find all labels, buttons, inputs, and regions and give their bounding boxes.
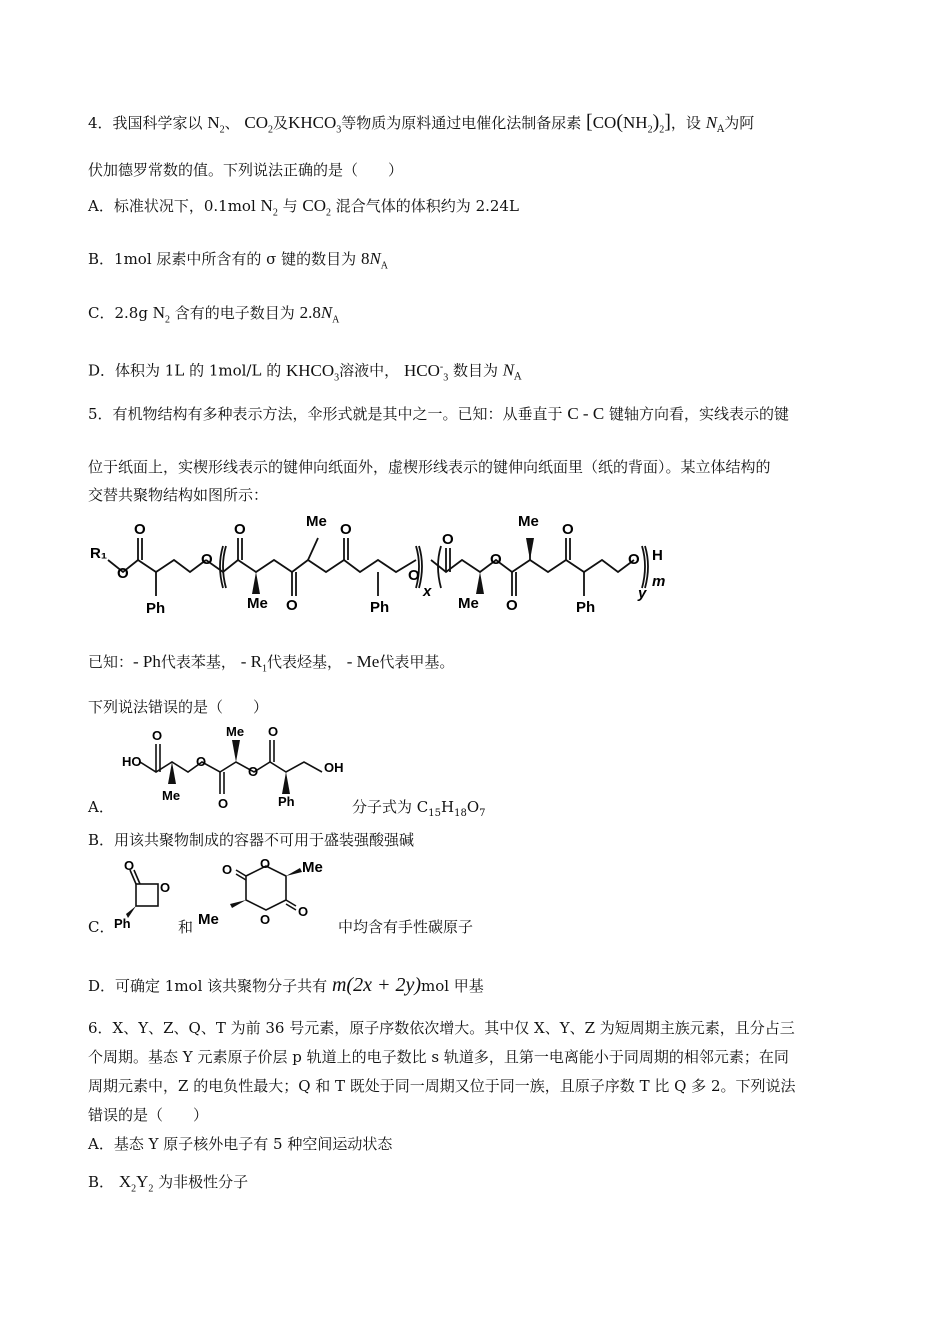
copolymer-structure: [86, 508, 696, 626]
formula-ph: - Ph: [133, 652, 161, 671]
q5-option-c-text: 中均含有手性碳原子: [338, 918, 474, 936]
y: Y: [136, 1172, 149, 1191]
formula-hco3: [403, 360, 449, 384]
sub: A: [332, 314, 340, 326]
formula-na: N: [502, 360, 515, 380]
formula-m: m: [331, 974, 347, 996]
sup: -: [439, 361, 444, 372]
o-label: O: [201, 551, 213, 568]
text: D．体积为 1L 的 1mol/L 的: [88, 361, 282, 380]
o-label: O: [298, 904, 309, 919]
q6-stem-line2: 个周期。基态 Y 元素原子价层 p 轨道上的电子数比 s 轨道多，且第一电离能小于同周期的相邻元素；在同: [88, 1048, 789, 1066]
o-label: O: [286, 597, 298, 614]
formula-8na: [360, 249, 389, 272]
o-label: O: [268, 724, 279, 739]
q4-stem-line2: 伏加德罗常数的值。下列说法正确的是（ ）: [88, 161, 404, 179]
q5-option-d: [88, 973, 484, 998]
o-label: O: [408, 567, 420, 584]
q5-ask: 下列说法错误的是（ ）: [88, 698, 269, 716]
text: 与: [282, 197, 298, 215]
q6-stem-line4: 错误的是（ ）: [88, 1106, 209, 1124]
text: D．可确定 1mol 该共聚物分子共有: [88, 977, 328, 995]
sub: 1: [261, 663, 267, 675]
o-label: O: [124, 860, 135, 873]
q5-option-b: B．用该共聚物制成的容器不可用于盛装强酸强碱: [88, 831, 415, 849]
sub: 2: [326, 207, 332, 219]
q4-option-c: [88, 303, 339, 330]
ph-label: Ph: [370, 599, 390, 616]
ph-label: Ph: [114, 916, 131, 931]
h-label: H: [652, 547, 663, 564]
text: 含有的电子数目为: [174, 304, 295, 322]
formula-n2: [207, 113, 225, 136]
ph-label: Ph: [576, 599, 596, 616]
sub: A: [514, 371, 522, 383]
r1-label: R₁: [90, 545, 108, 562]
sub: 3: [443, 372, 449, 384]
sub: 18: [454, 808, 467, 819]
ph-label: Ph: [146, 600, 166, 617]
text: B．: [88, 1173, 115, 1191]
o-label: O: [160, 880, 171, 895]
y-label: y: [638, 585, 647, 602]
o-label: O: [234, 521, 246, 538]
x-label: x: [423, 583, 432, 600]
me-label: Me: [247, 595, 268, 612]
x: X: [118, 1172, 132, 1191]
text: 我国科学家以: [112, 114, 203, 132]
text: 混合气体的体积约为 2.24L: [335, 197, 519, 215]
n2: N: [260, 196, 273, 215]
sub: 2: [268, 124, 274, 136]
text: 代表烃基，: [266, 653, 342, 671]
me-label: Me: [198, 911, 219, 928]
text: 、: [224, 114, 240, 132]
o-label: O: [562, 521, 574, 538]
option-c-lactone: [112, 860, 182, 932]
q5-option-c-label: C．: [88, 918, 115, 936]
option-a-molecule: [118, 722, 358, 810]
sub: 15: [428, 808, 441, 819]
formula-cc: C - C: [567, 404, 605, 423]
sub: 3: [336, 124, 342, 136]
8: 8: [360, 249, 370, 268]
text: 已知：: [88, 653, 134, 671]
co2: CO: [302, 196, 327, 215]
o-label: O: [134, 521, 146, 538]
text: 分子式为 C: [352, 798, 429, 816]
khco3: KHCO: [286, 360, 335, 380]
sub: 2: [165, 314, 170, 326]
q6-stem-line3: 周期元素中，Z 的电负性最大；Q 和 T 既处于同一周期又位于同一族，且原子序数 T 比 Q 多 2。下列说法: [88, 1077, 796, 1095]
o-label: O: [248, 764, 259, 779]
text: H: [440, 798, 455, 816]
q4-option-a: [88, 196, 519, 223]
text: mol 甲基: [420, 977, 484, 995]
text: B．1mol 尿素中所含有的 σ 键的数目为: [88, 250, 357, 268]
formula-na: [706, 113, 717, 132]
sub: 2: [659, 124, 665, 136]
ho-label: HO: [122, 754, 142, 769]
q4-stem-line1: [88, 112, 754, 140]
sub: 2: [219, 124, 225, 136]
o-label: O: [117, 565, 129, 582]
text: ，设: [670, 114, 701, 132]
me-label: Me: [162, 788, 181, 803]
o-label: O: [260, 856, 271, 871]
na: N: [320, 303, 333, 322]
q5-known: [88, 652, 454, 679]
q5-stem-line3: 交替共聚物结构如图所示：: [88, 486, 269, 504]
me-label: Me: [518, 513, 539, 530]
q4-option-b: [88, 249, 388, 276]
text: A．标准状况下，0.1mol: [88, 197, 256, 215]
q6-stem-line1: 6．X、Y、Z、Q、T 为前 36 号元素，原子序数依次增大。其中仅 X、Y、Z 为短周期主族元素，且分占三: [88, 1019, 795, 1037]
text: 5．有机物结构有多种表示方法，伞形式就是其中之一。已知：从垂直于: [88, 405, 563, 423]
text: 及: [273, 114, 289, 132]
formula-2x2y: (2x + 2y): [346, 974, 421, 996]
formula-x2y2: [118, 1172, 154, 1195]
q5-option-c-and: 和: [178, 918, 194, 936]
o-label: O: [506, 597, 518, 614]
o-label: O: [218, 796, 229, 810]
sub: 7: [479, 808, 486, 819]
formula-khco3: [288, 113, 342, 136]
n2: N: [152, 303, 165, 322]
q5-stem-line2: 位于纸面上，实楔形线表示的键伸向纸面外，虚楔形线表示的键伸向纸面里（纸的背面）。某立体结构的: [88, 458, 771, 476]
text: 溶液中，: [339, 361, 400, 380]
text: 为阿: [724, 114, 755, 132]
hco3: HCO: [403, 360, 440, 380]
co: CO: [592, 113, 617, 132]
q4-option-d: [88, 357, 521, 388]
formula-n2: [152, 303, 170, 326]
na: N: [705, 113, 718, 132]
o-label: O: [152, 728, 163, 743]
o-label: O: [340, 521, 352, 538]
me-label: Me: [306, 513, 327, 530]
formula-khco3: [286, 360, 340, 384]
o-label: O: [628, 551, 640, 568]
sub: 2: [148, 1183, 154, 1195]
o-label: O: [490, 551, 502, 568]
text: 代表苯基，: [160, 653, 236, 671]
na: N: [369, 249, 381, 268]
o-label: O: [196, 754, 207, 769]
2.8: 2.8: [299, 303, 321, 322]
formula-2.8na: [299, 303, 340, 326]
text: O: [466, 798, 480, 816]
formula-urea: $[CO(NH_2)_2]$: [586, 111, 671, 136]
formula-n2: [260, 196, 278, 219]
o-label: O: [260, 912, 271, 927]
option-c-lactide: [196, 856, 336, 936]
q5-option-a-text: [352, 797, 486, 824]
sub: 2: [647, 124, 653, 136]
me-label: Me: [458, 595, 479, 612]
m-label: m: [652, 573, 666, 590]
co2: CO: [244, 113, 269, 132]
text: 等物质为原料通过电催化法制备尿素: [341, 114, 582, 132]
text: 键轴方向看，实线表示的键: [608, 405, 789, 423]
me-label: Me: [302, 859, 323, 876]
nh: NH: [623, 113, 648, 132]
khco3: KHCO: [288, 113, 337, 132]
sub: A: [717, 124, 725, 135]
q6-option-b: [88, 1172, 248, 1199]
q6-option-a: A．基态 Y 原子核外电子有 5 种空间运动状态: [88, 1135, 393, 1153]
text: 数目为: [453, 361, 499, 380]
text: 为非极性分子: [158, 1173, 249, 1191]
sub: A: [380, 260, 389, 272]
r1: - R: [240, 652, 262, 671]
formula-co2: [244, 113, 274, 136]
o-label: O: [442, 531, 454, 548]
sub: 2: [131, 1183, 137, 1195]
formula-r1: [240, 652, 267, 675]
sub: 3: [334, 372, 340, 384]
q4-number: 4．: [88, 114, 113, 132]
oh-label: OH: [324, 760, 344, 775]
text: C．2.8g: [88, 304, 148, 322]
q5-stem-line1: [88, 404, 789, 424]
o-label: O: [222, 862, 233, 877]
formula-co2: [302, 196, 332, 219]
n2: N: [207, 113, 220, 132]
q5-option-a-label: A．: [88, 798, 114, 816]
formula-me: - Me: [346, 652, 380, 671]
ph-label: Ph: [278, 794, 295, 809]
text: 代表甲基。: [379, 653, 455, 671]
me-label: Me: [226, 724, 245, 739]
sub: 2: [272, 207, 278, 219]
